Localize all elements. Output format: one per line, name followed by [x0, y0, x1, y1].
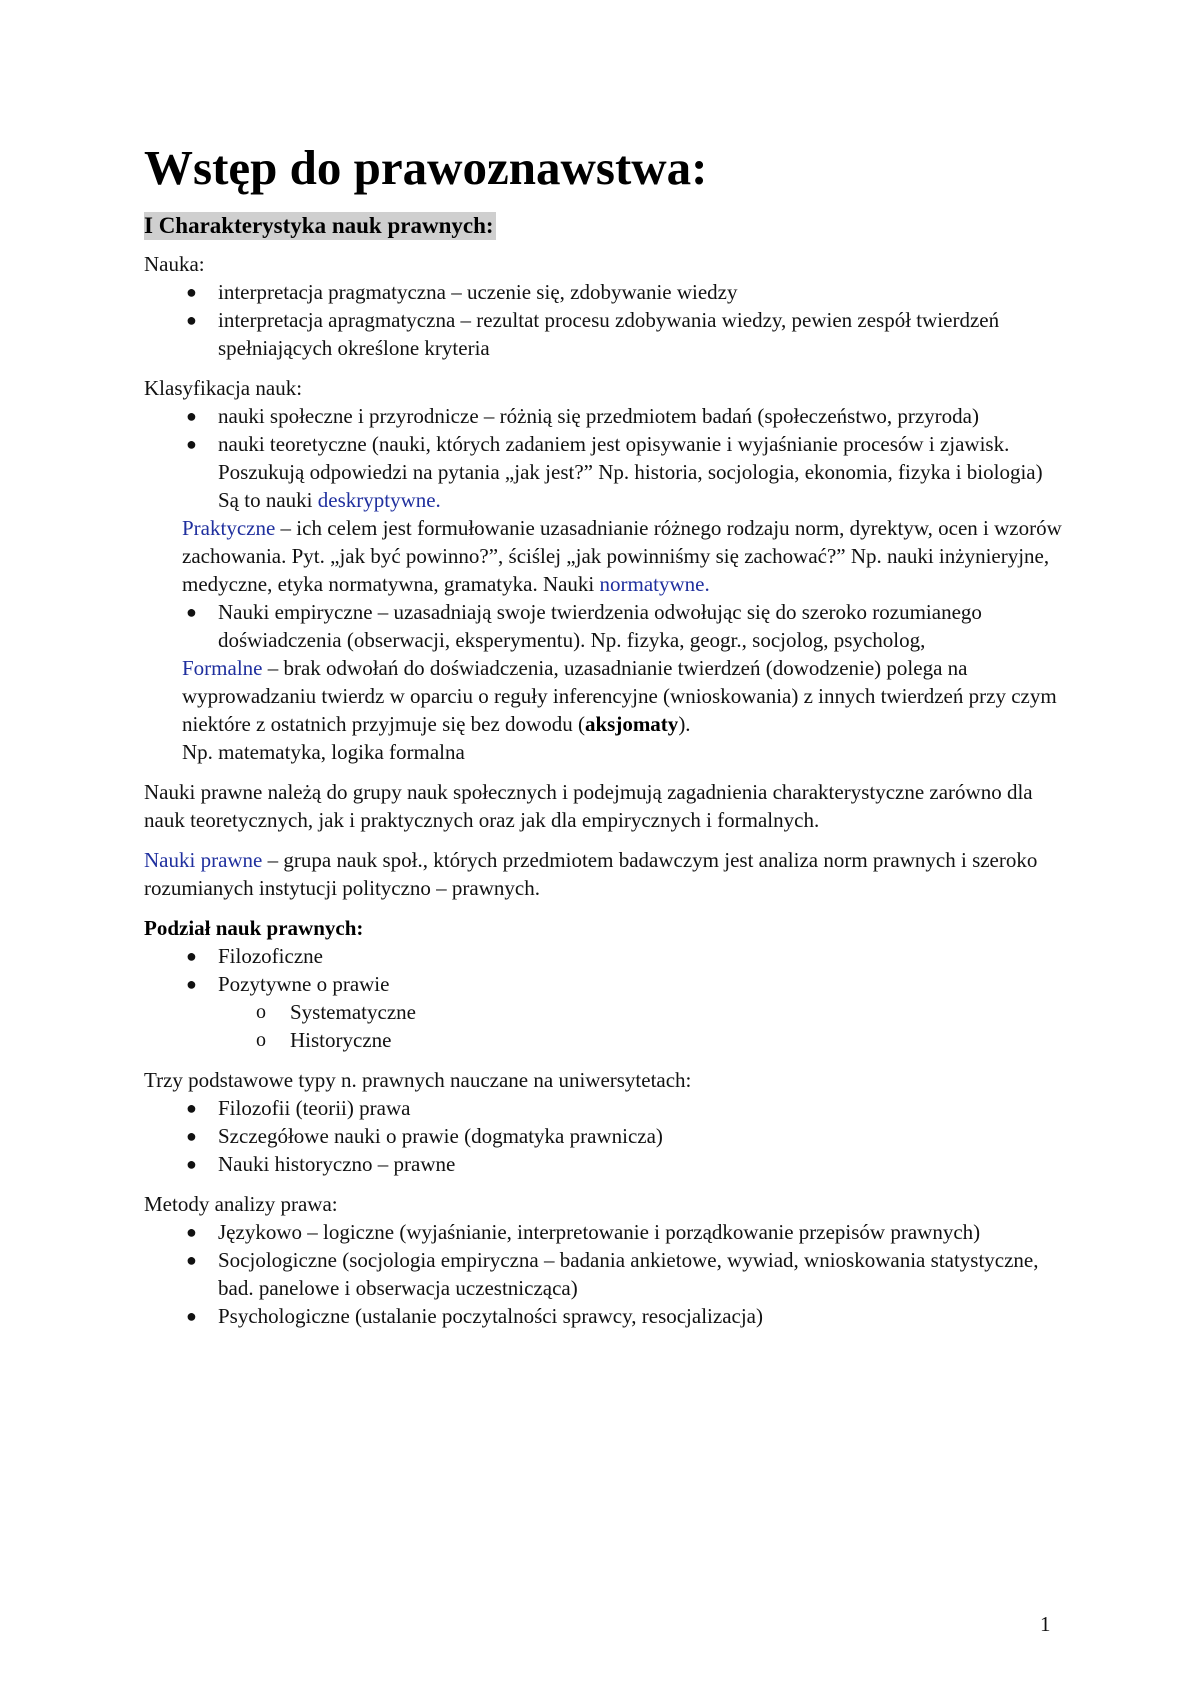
formalne-examples: Np. matematyka, logika formalna	[182, 740, 465, 764]
term-praktyczne: Praktyczne	[182, 516, 276, 540]
term-aksjomaty: aksjomaty	[584, 712, 679, 736]
podzial-list	[144, 942, 1064, 998]
bullet-icon: ●	[186, 602, 197, 622]
bullet-icon: ●	[186, 1222, 197, 1242]
bullet-icon: ●	[186, 406, 197, 426]
term-normatywne: normatywne.	[599, 572, 710, 596]
document-content	[144, 140, 1064, 1342]
trzy-typy-label: Trzy podstawowe typy n. prawnych nauczane na uniwersytetach:	[144, 1068, 692, 1092]
list-item: ● Językowo – logiczne (wyjaśnianie, interpretowanie i porządkowanie przepisów prawnych)	[186, 1220, 981, 1244]
formalne-paragraph: Formalne – brak odwołań do doświadczenia, uzasadnianie twierdzeń (dowodzenie) polega na wyprowadzaniu twierdz w oparciu o reguły inferencyjne (wnioskowania) z innych twierdzeń przy czym niektóre z ostatnich przyjmuje się bez dowodu (aksjomaty).	[182, 656, 1057, 736]
page-number: 1	[1040, 1612, 1051, 1636]
list-item: o Systematyczne	[256, 1000, 416, 1024]
list-item: ● Nauki historyczno – prawne	[186, 1152, 456, 1176]
list-item: ● Filozofii (teorii) prawa	[186, 1096, 411, 1120]
circle-bullet-icon: o	[256, 1029, 266, 1051]
nauka-list	[144, 278, 1064, 362]
metody-section	[144, 1190, 1064, 1330]
list-item: ● interpretacja apragmatyczna – rezultat procesu zdobywania wiedzy, pewien zespół twierdzeń spełniających określone kryteria	[186, 308, 1000, 360]
document-title: Wstęp do prawoznawstwa:	[144, 140, 708, 195]
trzy-typy-list	[144, 1094, 1064, 1178]
bullet-icon: ●	[186, 1154, 197, 1174]
bullet-icon: ●	[186, 434, 197, 454]
podzial-heading: Podział nauk prawnych:	[144, 916, 364, 940]
praktyczne-paragraph: Praktyczne – ich celem jest formułowanie uzasadnianie różnego rodzaju norm, dyrektyw, ocen i wzorów zachowania. Pyt. „jak być powinno?”, ściślej „jak powinniśmy się zachować?” Np. nauki inżynieryjne, medyczne, etyka normatywna, gramatyka. Nauki normatywne.	[182, 516, 1062, 596]
list-item: ● nauki społeczne i przyrodnicze – różnią się przedmiotem badań (społeczeństwo, przyroda)	[186, 404, 979, 428]
list-item: ● Pozytywne o prawie	[186, 972, 390, 996]
bullet-icon: ●	[186, 974, 197, 994]
list-item: o Historyczne	[256, 1028, 392, 1052]
paragraph-nauki-prawne-2: Nauki prawne – grupa nauk społ., których przedmiotem badawczym jest analiza norm prawnych i szeroko rozumianych instytucji polityczno – prawnych.	[144, 848, 1038, 900]
term-deskryptywne: deskryptywne.	[317, 488, 441, 512]
bullet-icon: ●	[186, 282, 197, 302]
podzial-section	[144, 914, 1064, 1054]
klasyfikacja-list	[144, 402, 1064, 514]
klasyfikacja-label: Klasyfikacja nauk:	[144, 376, 303, 400]
bullet-icon: ●	[186, 1306, 197, 1326]
term-formalne: Formalne	[182, 656, 263, 680]
list-item: ● Psychologiczne (ustalanie poczytalności sprawcy, resocjalizacja)	[186, 1304, 763, 1328]
list-item: ● Socjologiczne (socjologia empiryczna – badania ankietowe, wywiad, wnioskowania statystyczne, bad. panelowe i obserwacja uczestnicząca)	[186, 1248, 1039, 1300]
section-heading: I Charakterystyka nauk prawnych:	[144, 213, 494, 238]
paragraph-nauki-prawne-1: Nauki prawne należą do grupy nauk społecznych i podejmują zagadnienia charakterystyczne zarówno dla nauk teoretycznych, jak i praktycznych oraz jak dla empirycznych i formalnych.	[144, 780, 1033, 832]
term-nauki-prawne: Nauki prawne	[144, 848, 263, 872]
list-item: ● interpretacja pragmatyczna – uczenie się, zdobywanie wiedzy	[186, 280, 738, 304]
metody-label: Metody analizy prawa:	[144, 1192, 338, 1216]
bullet-icon: ●	[186, 946, 197, 966]
list-item: ● nauki teoretyczne (nauki, których zadaniem jest opisywanie i wyjaśnianie procesów i zjawisk. Poszukują odpowiedzi na pytania „jak jest?” Np. historia, socjologia, ekonomia, fizyka i biologia) Są to nauki deskryptywne.	[186, 432, 1043, 512]
empiryczne-list	[144, 598, 1064, 654]
nauka-section	[144, 250, 1064, 362]
bullet-icon: ●	[186, 310, 197, 330]
bullet-icon: ●	[186, 1098, 197, 1118]
nauka-label: Nauka:	[144, 252, 205, 276]
list-item: ● Filozoficzne	[186, 944, 323, 968]
list-item: ● Szczegółowe nauki o prawie (dogmatyka prawnicza)	[186, 1124, 663, 1148]
bullet-icon: ●	[186, 1126, 197, 1146]
circle-bullet-icon: o	[256, 1001, 266, 1023]
podzial-sublist	[144, 998, 1064, 1054]
trzy-typy-section	[144, 1066, 1064, 1178]
metody-list	[144, 1218, 1064, 1330]
klasyfikacja-section	[144, 374, 1064, 766]
bullet-icon: ●	[186, 1250, 197, 1270]
list-item: ● Nauki empiryczne – uzasadniają swoje twierdzenia odwołując się do szeroko rozumianego doświadczenia (obserwacji, eksperymentu). Np. fizyka, geogr., socjolog, psycholog,	[186, 600, 982, 652]
